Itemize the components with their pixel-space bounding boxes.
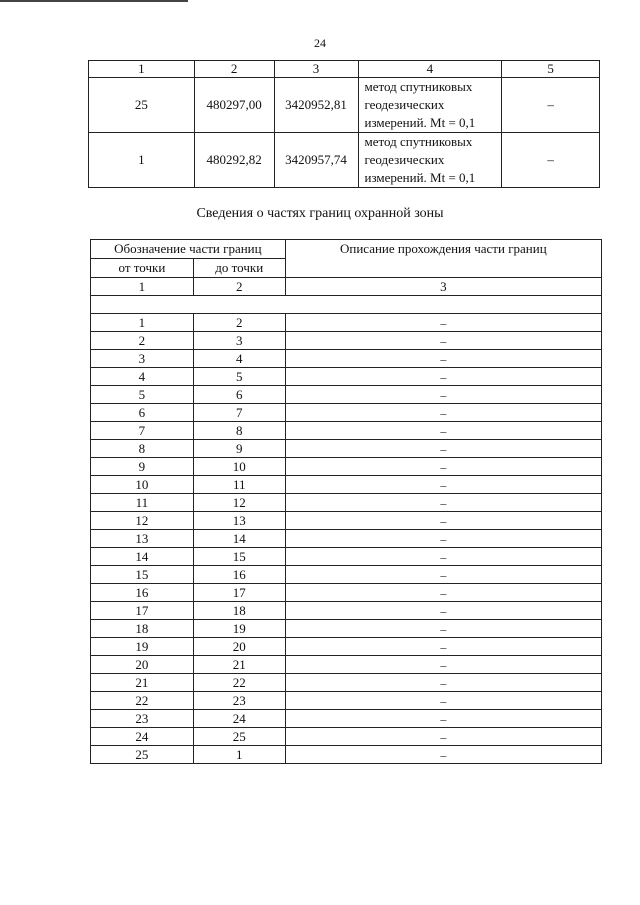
to-point: 3	[193, 332, 285, 350]
to-point: 6	[193, 386, 285, 404]
note-cell: –	[502, 133, 600, 188]
from-point: 21	[91, 674, 194, 692]
to-point: 20	[193, 638, 285, 656]
from-point: 4	[91, 368, 194, 386]
to-point: 25	[193, 728, 285, 746]
to-point: 11	[193, 476, 285, 494]
description-cell: –	[285, 692, 601, 710]
coordinate-x: 480297,00	[194, 78, 274, 133]
method-description	[358, 78, 502, 133]
from-point: 1	[91, 314, 194, 332]
point-number: 25	[89, 78, 195, 133]
description-cell: –	[285, 548, 601, 566]
to-point: 17	[193, 584, 285, 602]
column-number-row	[91, 278, 602, 296]
description-cell: –	[285, 422, 601, 440]
table-row	[91, 728, 602, 746]
from-point: 25	[91, 746, 194, 764]
method-line: метод спутниковых	[364, 134, 473, 149]
description-cell: –	[285, 386, 601, 404]
description-cell: –	[285, 350, 601, 368]
method-line: геодезических	[364, 97, 445, 112]
description-cell: –	[285, 440, 601, 458]
table-row	[91, 476, 602, 494]
note-cell: –	[502, 78, 600, 133]
point-number: 1	[89, 133, 195, 188]
description-cell: –	[285, 512, 601, 530]
description-cell: –	[285, 728, 601, 746]
description-cell: –	[285, 656, 601, 674]
page-number: 24	[314, 36, 326, 50]
table-row	[91, 656, 602, 674]
to-point: 16	[193, 566, 285, 584]
description-cell: –	[285, 710, 601, 728]
table-row	[91, 440, 602, 458]
from-point: 24	[91, 728, 194, 746]
to-point: 22	[193, 674, 285, 692]
coordinate-y: 3420952,81	[274, 78, 358, 133]
table-row	[91, 314, 602, 332]
from-point: 20	[91, 656, 194, 674]
to-point: 10	[193, 458, 285, 476]
method-line: геодезических	[364, 152, 445, 167]
table-row	[91, 332, 602, 350]
method-line: метод спутниковых	[364, 79, 473, 94]
table-row	[91, 494, 602, 512]
method-description	[358, 133, 502, 188]
header-cell: 4	[358, 61, 502, 78]
description-cell: –	[285, 458, 601, 476]
table-row	[91, 512, 602, 530]
column-number: 1	[91, 278, 194, 296]
empty-row	[91, 296, 602, 314]
empty-cell	[91, 296, 602, 314]
column-number: 2	[193, 278, 285, 296]
table-row	[91, 710, 602, 728]
table-row	[91, 548, 602, 566]
description-cell: –	[285, 332, 601, 350]
from-point: 16	[91, 584, 194, 602]
table-row	[91, 620, 602, 638]
description-cell: –	[285, 620, 601, 638]
coordinate-x: 480292,82	[194, 133, 274, 188]
table-row	[91, 602, 602, 620]
from-point: 6	[91, 404, 194, 422]
description-cell: –	[285, 530, 601, 548]
table-row	[91, 584, 602, 602]
from-point: 10	[91, 476, 194, 494]
from-point: 5	[91, 386, 194, 404]
table-row	[91, 458, 602, 476]
from-point: 11	[91, 494, 194, 512]
to-point: 14	[193, 530, 285, 548]
from-point: 3	[91, 350, 194, 368]
header-cell: 3	[274, 61, 358, 78]
to-point: 23	[193, 692, 285, 710]
table-row	[91, 746, 602, 764]
to-point: 12	[193, 494, 285, 512]
description-cell: –	[285, 674, 601, 692]
table-row	[91, 350, 602, 368]
from-point: 15	[91, 566, 194, 584]
method-line: измерений. Mt = 0,1	[364, 115, 476, 130]
description-cell: –	[285, 638, 601, 656]
from-point: 7	[91, 422, 194, 440]
table-row	[89, 78, 600, 133]
description-cell: –	[285, 368, 601, 386]
coordinate-y: 3420957,74	[274, 133, 358, 188]
to-point: 5	[193, 368, 285, 386]
from-point: 14	[91, 548, 194, 566]
from-point: 18	[91, 620, 194, 638]
description-cell: –	[285, 404, 601, 422]
to-point: 18	[193, 602, 285, 620]
to-point: 4	[193, 350, 285, 368]
description-cell: –	[285, 602, 601, 620]
table-row	[91, 422, 602, 440]
description-cell: –	[285, 746, 601, 764]
coordinates-table	[88, 60, 600, 188]
from-point-header: от точки	[91, 259, 194, 278]
description-header: Описание прохождения части границ	[285, 240, 601, 278]
group-header-row	[91, 240, 602, 259]
table-row	[91, 404, 602, 422]
table-row	[89, 133, 600, 188]
table-row	[91, 674, 602, 692]
to-point: 13	[193, 512, 285, 530]
from-point: 23	[91, 710, 194, 728]
group-header: Обозначение части границ	[91, 240, 286, 259]
to-point: 9	[193, 440, 285, 458]
to-point: 7	[193, 404, 285, 422]
method-line: измерений. Mt = 0,1	[364, 170, 476, 185]
table-row	[91, 566, 602, 584]
description-cell: –	[285, 314, 601, 332]
header-cell: 2	[194, 61, 274, 78]
to-point-header: до точки	[193, 259, 285, 278]
header-cell: 5	[502, 61, 600, 78]
from-point: 13	[91, 530, 194, 548]
description-cell: –	[285, 566, 601, 584]
header-row	[89, 61, 600, 78]
from-point: 22	[91, 692, 194, 710]
table-row	[91, 530, 602, 548]
section-title: Сведения о частях границ охранной зоны	[196, 206, 444, 221]
description-cell: –	[285, 476, 601, 494]
table-row	[91, 386, 602, 404]
to-point: 21	[193, 656, 285, 674]
from-point: 9	[91, 458, 194, 476]
from-point: 17	[91, 602, 194, 620]
description-cell: –	[285, 584, 601, 602]
to-point: 19	[193, 620, 285, 638]
from-point: 19	[91, 638, 194, 656]
description-cell: –	[285, 494, 601, 512]
to-point: 24	[193, 710, 285, 728]
column-number: 3	[285, 278, 601, 296]
from-point: 12	[91, 512, 194, 530]
to-point: 15	[193, 548, 285, 566]
table-row	[91, 638, 602, 656]
table-row	[91, 368, 602, 386]
top-rule	[0, 0, 188, 2]
boundary-parts-table	[90, 239, 602, 764]
from-point: 2	[91, 332, 194, 350]
to-point: 2	[193, 314, 285, 332]
to-point: 1	[193, 746, 285, 764]
to-point: 8	[193, 422, 285, 440]
header-cell: 1	[89, 61, 195, 78]
table-row	[91, 692, 602, 710]
from-point: 8	[91, 440, 194, 458]
